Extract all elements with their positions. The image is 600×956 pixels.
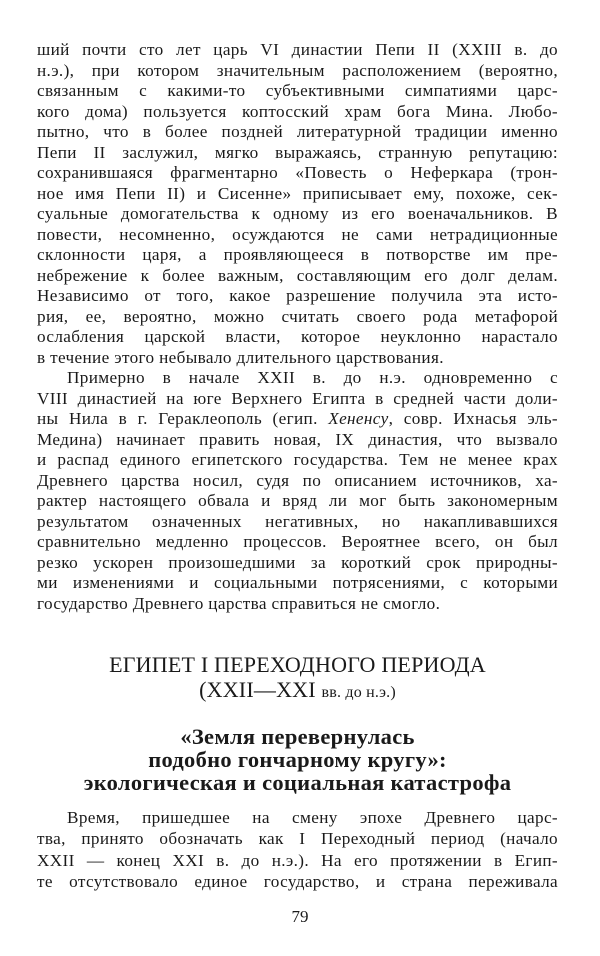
text-line: и распад единого египетского государства. Тем не менее крах — [37, 450, 558, 469]
section-heading-line1: ЕГИПЕТ I ПЕРЕХОДНОГО ПЕРИОДА — [109, 652, 486, 677]
text-line: резко ускорен произошедшими за короткий срок природны- — [37, 552, 558, 572]
text-line: связанным с какими-то субъективными симпатиями царс- — [37, 81, 558, 100]
text-line: суальные домогательства к одному из его военачальников. В — [37, 204, 558, 223]
text-line: пытно, что в более поздней литературной традиции именно — [37, 122, 558, 141]
section-heading-line2 — [37, 677, 558, 705]
text-line: ший почти сто лет царь VI династии Пепи II (XXIII в. до — [37, 40, 558, 59]
text-line: те отсутствовало единое государство, и страна переживала — [37, 871, 558, 891]
text-line: ми изменениями и социальными потрясениями, с которыми — [37, 573, 558, 592]
text-line: Независимо от того, какое разрешение получила эта исто- — [37, 286, 558, 305]
text-line: повести, несомненно, осуждаются не сами нетрадиционные — [37, 224, 558, 244]
text-line: Древнего царства носил, судя по описанием источников, ха- — [37, 470, 558, 490]
text-line: ное имя Пепи II) и Сисенне» приписывает ему, похоже, сек- — [37, 183, 558, 203]
subheading-line: подобно гончарному кругу»: — [148, 747, 447, 772]
text-line: рия, ее, вероятно, можно считать своего рода метафорой — [37, 306, 558, 326]
text-line: Пепи II заслужил, мягко выражаясь, странную репутацию: — [37, 142, 558, 162]
section-heading-suffix: вв. до н.э.) — [321, 684, 396, 701]
text-line: результатом означенных негативных, но накапливавшихся — [37, 511, 558, 531]
text-line — [37, 409, 558, 430]
italic-term: Хененсу — [328, 409, 389, 428]
text-line: ослабления царской власти, которое неуклонно нарастало — [37, 327, 558, 346]
text-line: кого дома) пользуется коптосский храм бога Мина. Любо- — [37, 101, 558, 121]
text-line: в течение этого небывало длительного царствования. — [37, 347, 444, 367]
subheading-line: экологическая и социальная катастрофа — [83, 770, 512, 795]
text-line: XXII — конец XXI в. до н.э.). На его протяжении в Егип- — [37, 850, 558, 870]
text-segment: ны Нила в г. Гераклеополь (егип. — [37, 409, 329, 428]
subheading-line: «Земля перевернулась — [180, 724, 415, 749]
section-heading-centuries: (XXII—XXI — [199, 677, 316, 702]
text-line: склонности царя, а проявляющееся в потворстве им пре- — [37, 245, 558, 264]
paragraph-3 — [37, 807, 558, 892]
text-line: сравнительно медленно процессов. Вероятнее всего, он был — [37, 532, 558, 551]
paragraph-2 — [37, 368, 558, 614]
text-line: Время, пришедшее на смену эпохе Древнего царс- — [67, 808, 558, 827]
section-heading — [37, 652, 558, 705]
text-line: Примерно в начале XXII в. до н.э. одновременно с — [67, 368, 558, 387]
text-line: небрежение к более важным, составляющим его долг делам. — [37, 265, 558, 285]
text-segment: , совр. Ихнасья эль- — [388, 409, 558, 428]
text-line: н.э.), при котором значительным расположением (вероятно, — [37, 60, 558, 80]
text-line: сохранившаяся фрагментарно «Повесть о Неферкара (трон- — [37, 163, 558, 182]
text-line: рактер настоящего обвала и вряд ли мог быть закономерным — [37, 491, 558, 510]
subheading — [37, 725, 558, 794]
paragraph-1 — [37, 40, 558, 368]
text-line: государство Древнего царства справиться не смогло. — [37, 593, 441, 613]
text-line: Медина) начинает править новая, IX династия, что вызвало — [37, 429, 558, 449]
page-number: 79 — [291, 907, 309, 926]
text-line: VIII династией на юге Верхнего Египта в средней части доли- — [37, 388, 558, 408]
text-line: тва, принято обозначать как I Переходный период (начало — [37, 829, 558, 849]
